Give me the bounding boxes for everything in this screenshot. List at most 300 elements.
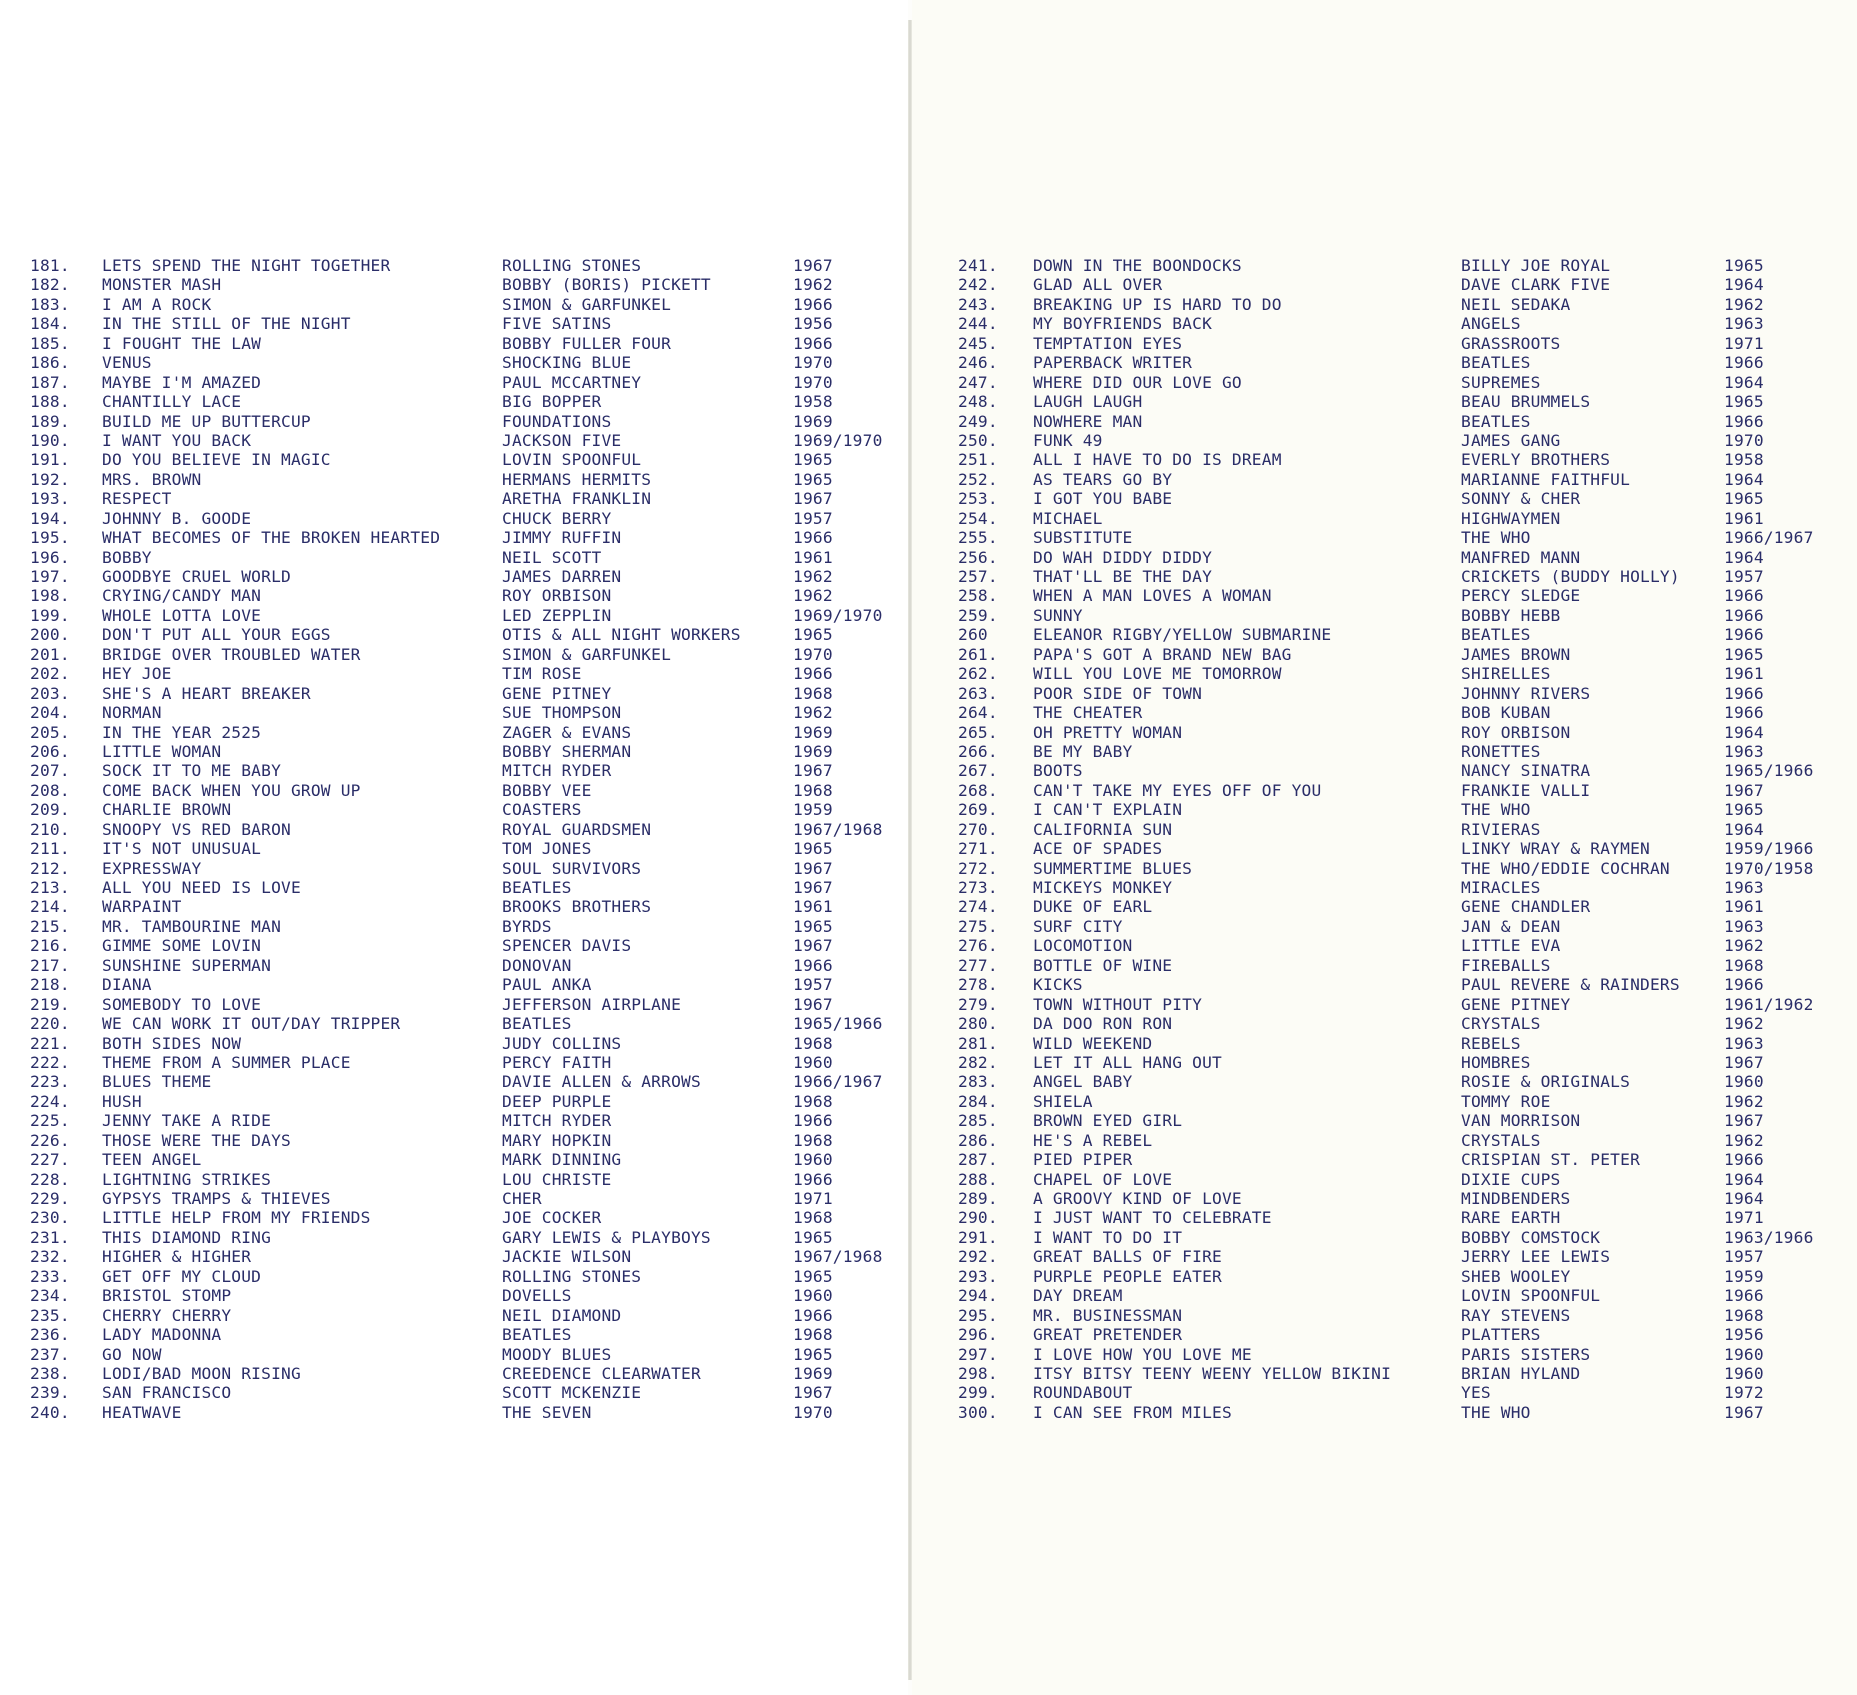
list-item [958, 975, 1848, 994]
song-year: 1962 [1724, 1014, 1764, 1034]
list-item [30, 489, 900, 508]
list-item [30, 1053, 900, 1072]
song-title: LETS SPEND THE NIGHT TOGETHER [102, 256, 391, 275]
list-item [958, 470, 1848, 489]
entry-number: 219. [30, 994, 70, 1014]
song-artist: LINKY WRAY & RAYMEN [1461, 839, 1650, 859]
song-year: 1967 [793, 936, 833, 956]
song-year: 1963 [1724, 314, 1764, 334]
song-title: I FOUGHT THE LAW [102, 333, 262, 353]
song-title: MR. TAMBOURINE MAN [102, 916, 282, 936]
list-item [30, 1364, 900, 1383]
entry-number: 221. [30, 1033, 70, 1053]
song-artist: PERCY SLEDGE [1461, 586, 1581, 606]
song-year: 1961/1962 [1724, 994, 1814, 1014]
song-title: VENUS [102, 353, 152, 373]
entry-number: 187. [30, 372, 70, 392]
song-title: HEATWAVE [102, 1402, 182, 1422]
song-artist: PLATTERS [1461, 1325, 1541, 1345]
song-title: THEME FROM A SUMMER PLACE [102, 1052, 351, 1072]
entry-number: 278. [958, 975, 998, 995]
song-year: 1965 [1724, 489, 1764, 509]
song-year: 1964 [1724, 722, 1764, 742]
entry-number: 244. [958, 314, 998, 334]
song-title: NOWHERE MAN [1033, 411, 1143, 431]
song-list-left [30, 256, 900, 1422]
entry-number: 217. [30, 955, 70, 975]
song-title: EXPRESSWAY [102, 858, 202, 878]
list-item [30, 275, 900, 294]
song-year: 1968 [793, 1208, 833, 1228]
song-year: 1966 [793, 664, 833, 684]
song-year: 1960 [1724, 1363, 1764, 1383]
song-artist: CHUCK BERRY [502, 508, 612, 528]
song-artist: MITCH RYDER [502, 761, 612, 781]
list-item [30, 509, 900, 528]
song-year: 1965 [1724, 392, 1764, 412]
song-year: 1959 [1724, 1266, 1764, 1286]
list-item [30, 314, 900, 333]
song-title: RESPECT [102, 489, 172, 509]
list-item [30, 450, 900, 469]
entry-number: 260 [958, 625, 988, 645]
song-artist: JOHNNY RIVERS [1461, 683, 1591, 703]
song-artist: ROYAL GUARDSMEN [502, 819, 652, 839]
song-title: ELEANOR RIGBY/YELLOW SUBMARINE [1033, 625, 1332, 645]
song-title: ALL I HAVE TO DO IS DREAM [1033, 450, 1282, 470]
entry-number: 256. [958, 547, 998, 567]
song-year: 1960 [793, 1286, 833, 1306]
song-artist: ZAGER & EVANS [502, 722, 632, 742]
song-title: LITTLE WOMAN [102, 741, 222, 761]
entry-number: 281. [958, 1033, 998, 1053]
entry-number: 183. [30, 294, 70, 314]
entry-number: 269. [958, 800, 998, 820]
list-item [30, 1286, 900, 1305]
list-item [958, 295, 1848, 314]
song-artist: MANFRED MANN [1461, 547, 1581, 567]
song-year: 1970 [793, 353, 833, 373]
song-year: 1964 [1724, 547, 1764, 567]
song-title: DIANA [102, 975, 152, 995]
entry-number: 205. [30, 722, 70, 742]
song-artist: FRANKIE VALLI [1461, 780, 1591, 800]
song-year: 1965 [793, 1227, 833, 1247]
song-title: LET IT ALL HANG OUT [1033, 1052, 1222, 1072]
list-item [958, 567, 1848, 586]
song-artist: RONETTES [1461, 741, 1541, 761]
song-title: LAUGH LAUGH [1033, 392, 1143, 412]
song-year: 1965 [793, 839, 833, 859]
entry-number: 196. [30, 547, 70, 567]
song-year: 1968 [793, 1325, 833, 1345]
song-artist: ROLLING STONES [502, 1266, 642, 1286]
list-item [30, 586, 900, 605]
song-artist: BOBBY SHERMAN [502, 741, 632, 761]
entry-number: 229. [30, 1189, 70, 1208]
list-item [30, 606, 900, 625]
entry-number: 188. [30, 392, 70, 412]
song-year: 1972 [1724, 1383, 1764, 1403]
entry-number: 241. [958, 256, 998, 275]
song-year: 1966/1967 [1724, 528, 1814, 548]
song-title: DUKE OF EARL [1033, 897, 1153, 917]
entry-number: 291. [958, 1227, 998, 1247]
song-artist: LOVIN SPOONFUL [1461, 1286, 1601, 1306]
song-year: 1957 [1724, 567, 1764, 586]
song-artist: JAMES GANG [1461, 430, 1561, 450]
song-title: MR. BUSINESSMAN [1033, 1305, 1183, 1325]
entry-number: 266. [958, 741, 998, 761]
song-title: LADY MADONNA [102, 1325, 222, 1345]
page-fold [908, 20, 912, 1680]
song-year: 1965 [793, 450, 833, 470]
entry-number: 230. [30, 1208, 70, 1228]
entry-number: 277. [958, 955, 998, 975]
song-title: CHANTILLY LACE [102, 392, 242, 412]
song-artist: CRICKETS (BUDDY HOLLY) [1461, 567, 1680, 586]
song-title: I JUST WANT TO CELEBRATE [1033, 1208, 1272, 1228]
list-item [30, 373, 900, 392]
song-artist: JUDY COLLINS [502, 1033, 622, 1053]
entry-number: 276. [958, 936, 998, 956]
song-year: 1961 [793, 897, 833, 917]
list-item [30, 567, 900, 586]
entry-number: 273. [958, 878, 998, 897]
song-title: IN THE STILL OF THE NIGHT [102, 314, 351, 334]
song-title: GO NOW [102, 1344, 162, 1364]
entry-number: 262. [958, 664, 998, 684]
song-title: A GROOVY KIND OF LOVE [1033, 1189, 1242, 1208]
list-item [958, 878, 1848, 897]
song-artist: BOBBY (BORIS) PICKETT [502, 275, 711, 295]
list-item [958, 489, 1848, 508]
song-title: CALIFORNIA SUN [1033, 819, 1173, 839]
song-artist: BEATLES [1461, 353, 1531, 373]
list-item [30, 1403, 900, 1422]
song-artist: MITCH RYDER [502, 1111, 612, 1131]
song-artist: DONOVAN [502, 955, 572, 975]
entry-number: 295. [958, 1305, 998, 1325]
list-item [30, 470, 900, 489]
entry-number: 245. [958, 333, 998, 353]
song-artist: SOUL SURVIVORS [502, 858, 642, 878]
entry-number: 218. [30, 975, 70, 995]
song-artist: REBELS [1461, 1033, 1521, 1053]
list-item [30, 897, 900, 916]
song-year: 1956 [1724, 1325, 1764, 1345]
song-artist: JACKSON FIVE [502, 430, 622, 450]
entry-number: 225. [30, 1111, 70, 1131]
song-artist: THE WHO [1461, 1402, 1531, 1422]
list-item [30, 1228, 900, 1247]
song-title: BOOTS [1033, 761, 1083, 781]
song-artist: MINDBENDERS [1461, 1189, 1571, 1208]
song-year: 1965/1966 [793, 1014, 883, 1034]
song-artist: ROSIE & ORIGINALS [1461, 1072, 1631, 1092]
list-item [30, 703, 900, 722]
song-artist: RIVIERAS [1461, 819, 1541, 839]
song-title: BROWN EYED GIRL [1033, 1111, 1183, 1131]
song-year: 1965 [793, 625, 833, 645]
song-artist: JEFFERSON AIRPLANE [502, 994, 682, 1014]
song-title: I CAN'T EXPLAIN [1033, 800, 1183, 820]
song-year: 1967 [1724, 1402, 1764, 1422]
entry-number: 275. [958, 916, 998, 936]
song-year: 1965 [793, 469, 833, 489]
song-title: MONSTER MASH [102, 275, 222, 295]
entry-number: 224. [30, 1091, 70, 1111]
entry-number: 290. [958, 1208, 998, 1228]
entry-number: 265. [958, 722, 998, 742]
song-year: 1967 [1724, 1052, 1764, 1072]
song-title: PIED PIPER [1033, 1150, 1133, 1170]
song-year: 1970 [1724, 430, 1764, 450]
entry-number: 190. [30, 430, 70, 450]
list-item [958, 1286, 1848, 1305]
entry-number: 182. [30, 275, 70, 295]
entry-number: 296. [958, 1325, 998, 1345]
song-year: 1956 [793, 314, 833, 334]
song-artist: SUE THOMPSON [502, 703, 622, 723]
song-artist: LITTLE EVA [1461, 936, 1561, 956]
entry-number: 212. [30, 858, 70, 878]
song-year: 1969/1970 [793, 605, 883, 625]
song-year: 1969 [793, 722, 833, 742]
song-artist: JAMES DARREN [502, 567, 622, 586]
song-artist: ANGELS [1461, 314, 1521, 334]
song-title: NORMAN [102, 703, 162, 723]
list-item [958, 1228, 1848, 1247]
song-artist: EVERLY BROTHERS [1461, 450, 1611, 470]
song-artist: BOBBY FULLER FOUR [502, 333, 672, 353]
list-item [958, 548, 1848, 567]
song-year: 1960 [1724, 1072, 1764, 1092]
song-year: 1965 [1724, 256, 1764, 275]
song-title: BE MY BABY [1033, 741, 1133, 761]
entry-number: 226. [30, 1130, 70, 1150]
list-item [958, 528, 1848, 547]
song-title: WHERE DID OUR LOVE GO [1033, 372, 1242, 392]
song-title: JENNY TAKE A RIDE [102, 1111, 272, 1131]
entry-number: 255. [958, 528, 998, 548]
list-item [30, 1345, 900, 1364]
song-artist: CHER [502, 1189, 542, 1208]
list-item [958, 1170, 1848, 1189]
song-title: DON'T PUT ALL YOUR EGGS [102, 625, 331, 645]
song-year: 1965 [793, 916, 833, 936]
entry-number: 252. [958, 469, 998, 489]
entry-number: 250. [958, 430, 998, 450]
song-year: 1962 [793, 275, 833, 295]
song-title: THE CHEATER [1033, 703, 1143, 723]
list-item [30, 936, 900, 955]
entry-number: 251. [958, 450, 998, 470]
song-year: 1967 [793, 489, 833, 509]
song-title: I WANT TO DO IT [1033, 1227, 1183, 1247]
list-item [958, 1325, 1848, 1344]
song-artist: DEEP PURPLE [502, 1091, 612, 1111]
list-item [958, 839, 1848, 858]
song-year: 1963 [1724, 916, 1764, 936]
list-item [30, 1267, 900, 1286]
song-artist: MARIANNE FAITHFUL [1461, 469, 1631, 489]
song-title: ITSY BITSY TEENY WEENY YELLOW BIKINI [1033, 1363, 1392, 1383]
entry-number: 300. [958, 1402, 998, 1422]
list-item [30, 1034, 900, 1053]
song-title: LOCOMOTION [1033, 936, 1133, 956]
entry-number: 249. [958, 411, 998, 431]
list-item [30, 742, 900, 761]
song-artist: CRYSTALS [1461, 1130, 1541, 1150]
list-item [958, 1345, 1848, 1364]
list-item [958, 1034, 1848, 1053]
entry-number: 193. [30, 489, 70, 509]
song-title: LODI/BAD MOON RISING [102, 1363, 301, 1383]
song-year: 1970/1958 [1724, 858, 1814, 878]
song-artist: SCOTT MCKENZIE [502, 1383, 642, 1403]
entry-number: 282. [958, 1052, 998, 1072]
song-artist: CRISPIAN ST. PETER [1461, 1150, 1641, 1170]
entry-number: 294. [958, 1286, 998, 1306]
list-item [30, 295, 900, 314]
entry-number: 236. [30, 1325, 70, 1345]
song-year: 1971 [1724, 1208, 1764, 1228]
list-item [958, 606, 1848, 625]
entry-number: 288. [958, 1169, 998, 1189]
song-year: 1967 [793, 1383, 833, 1403]
song-title: JOHNNY B. GOODE [102, 508, 252, 528]
song-artist: JIMMY RUFFIN [502, 528, 622, 548]
song-title: HIGHER & HIGHER [102, 1247, 252, 1267]
song-title: I AM A ROCK [102, 294, 212, 314]
list-item [958, 897, 1848, 916]
song-artist: CRYSTALS [1461, 1014, 1541, 1034]
song-artist: COASTERS [502, 800, 582, 820]
list-item [958, 334, 1848, 353]
song-year: 1971 [793, 1189, 833, 1208]
song-year: 1966 [793, 528, 833, 548]
song-year: 1969 [793, 411, 833, 431]
song-artist: TOM JONES [502, 839, 592, 859]
entry-number: 200. [30, 625, 70, 645]
song-title: GREAT BALLS OF FIRE [1033, 1247, 1222, 1267]
song-year: 1966 [793, 955, 833, 975]
song-artist: PARIS SISTERS [1461, 1344, 1591, 1364]
song-title: ALL YOU NEED IS LOVE [102, 878, 301, 897]
entry-number: 248. [958, 392, 998, 412]
song-title: WHAT BECOMES OF THE BROKEN HEARTED [102, 528, 441, 548]
song-title: BOBBY [102, 547, 152, 567]
entry-number: 201. [30, 644, 70, 664]
list-item [958, 586, 1848, 605]
song-artist: BRIAN HYLAND [1461, 1363, 1581, 1383]
song-title: CHAPEL OF LOVE [1033, 1169, 1173, 1189]
song-artist: PAUL REVERE & RAINDERS [1461, 975, 1680, 995]
entry-number: 189. [30, 411, 70, 431]
song-year: 1969 [793, 1363, 833, 1383]
list-item [30, 839, 900, 858]
song-artist: DOVELLS [502, 1286, 572, 1306]
song-year: 1970 [793, 644, 833, 664]
entry-number: 181. [30, 256, 70, 275]
song-title: BLUES THEME [102, 1072, 212, 1092]
song-artist: SHEB WOOLEY [1461, 1266, 1571, 1286]
song-title: SHE'S A HEART BREAKER [102, 683, 311, 703]
entry-number: 297. [958, 1344, 998, 1364]
list-item [958, 625, 1848, 644]
song-artist: FIREBALLS [1461, 955, 1551, 975]
song-year: 1959/1966 [1724, 839, 1814, 859]
song-year: 1964 [1724, 819, 1764, 839]
song-year: 1962 [793, 703, 833, 723]
list-item [958, 1364, 1848, 1383]
entry-number: 185. [30, 333, 70, 353]
song-artist: ARETHA FRANKLIN [502, 489, 652, 509]
song-artist: PAUL MCCARTNEY [502, 372, 642, 392]
song-year: 1962 [1724, 936, 1764, 956]
song-title: MICKEYS MONKEY [1033, 878, 1173, 897]
list-item [958, 1403, 1848, 1422]
song-year: 1965 [793, 1266, 833, 1286]
entry-number: 216. [30, 936, 70, 956]
entry-number: 232. [30, 1247, 70, 1267]
list-item [958, 800, 1848, 819]
list-item [30, 392, 900, 411]
list-item [30, 995, 900, 1014]
entry-number: 194. [30, 508, 70, 528]
song-title: WARPAINT [102, 897, 182, 917]
song-artist: DAVIE ALLEN & ARROWS [502, 1072, 701, 1092]
list-item [958, 723, 1848, 742]
song-year: 1966 [1724, 353, 1764, 373]
song-title: SUNNY [1033, 605, 1083, 625]
entry-number: 258. [958, 586, 998, 606]
entry-number: 214. [30, 897, 70, 917]
entry-number: 259. [958, 605, 998, 625]
song-year: 1967 [1724, 780, 1764, 800]
entry-number: 271. [958, 839, 998, 859]
list-item [958, 275, 1848, 294]
entry-number: 261. [958, 644, 998, 664]
entry-number: 227. [30, 1150, 70, 1170]
song-artist: SUPREMES [1461, 372, 1541, 392]
song-title: WHEN A MAN LOVES A WOMAN [1033, 586, 1272, 606]
list-item [30, 1247, 900, 1266]
song-year: 1966 [793, 1305, 833, 1325]
song-title: I LOVE HOW YOU LOVE ME [1033, 1344, 1252, 1364]
song-artist: SHIRELLES [1461, 664, 1551, 684]
list-item [30, 528, 900, 547]
entry-number: 272. [958, 858, 998, 878]
entry-number: 257. [958, 567, 998, 586]
song-title: SUMMERTIME BLUES [1033, 858, 1193, 878]
song-title: PURPLE PEOPLE EATER [1033, 1266, 1222, 1286]
entry-number: 253. [958, 489, 998, 509]
song-year: 1966 [1724, 1286, 1764, 1306]
song-title: PAPERBACK WRITER [1033, 353, 1193, 373]
entry-number: 233. [30, 1266, 70, 1286]
list-item [30, 1208, 900, 1227]
song-year: 1967/1968 [793, 1247, 883, 1267]
song-year: 1959 [793, 800, 833, 820]
song-artist: GENE PITNEY [502, 683, 612, 703]
entry-number: 228. [30, 1169, 70, 1189]
song-title: SHIELA [1033, 1091, 1093, 1111]
song-year: 1968 [1724, 1305, 1764, 1325]
entry-number: 242. [958, 275, 998, 295]
list-item [30, 1014, 900, 1033]
